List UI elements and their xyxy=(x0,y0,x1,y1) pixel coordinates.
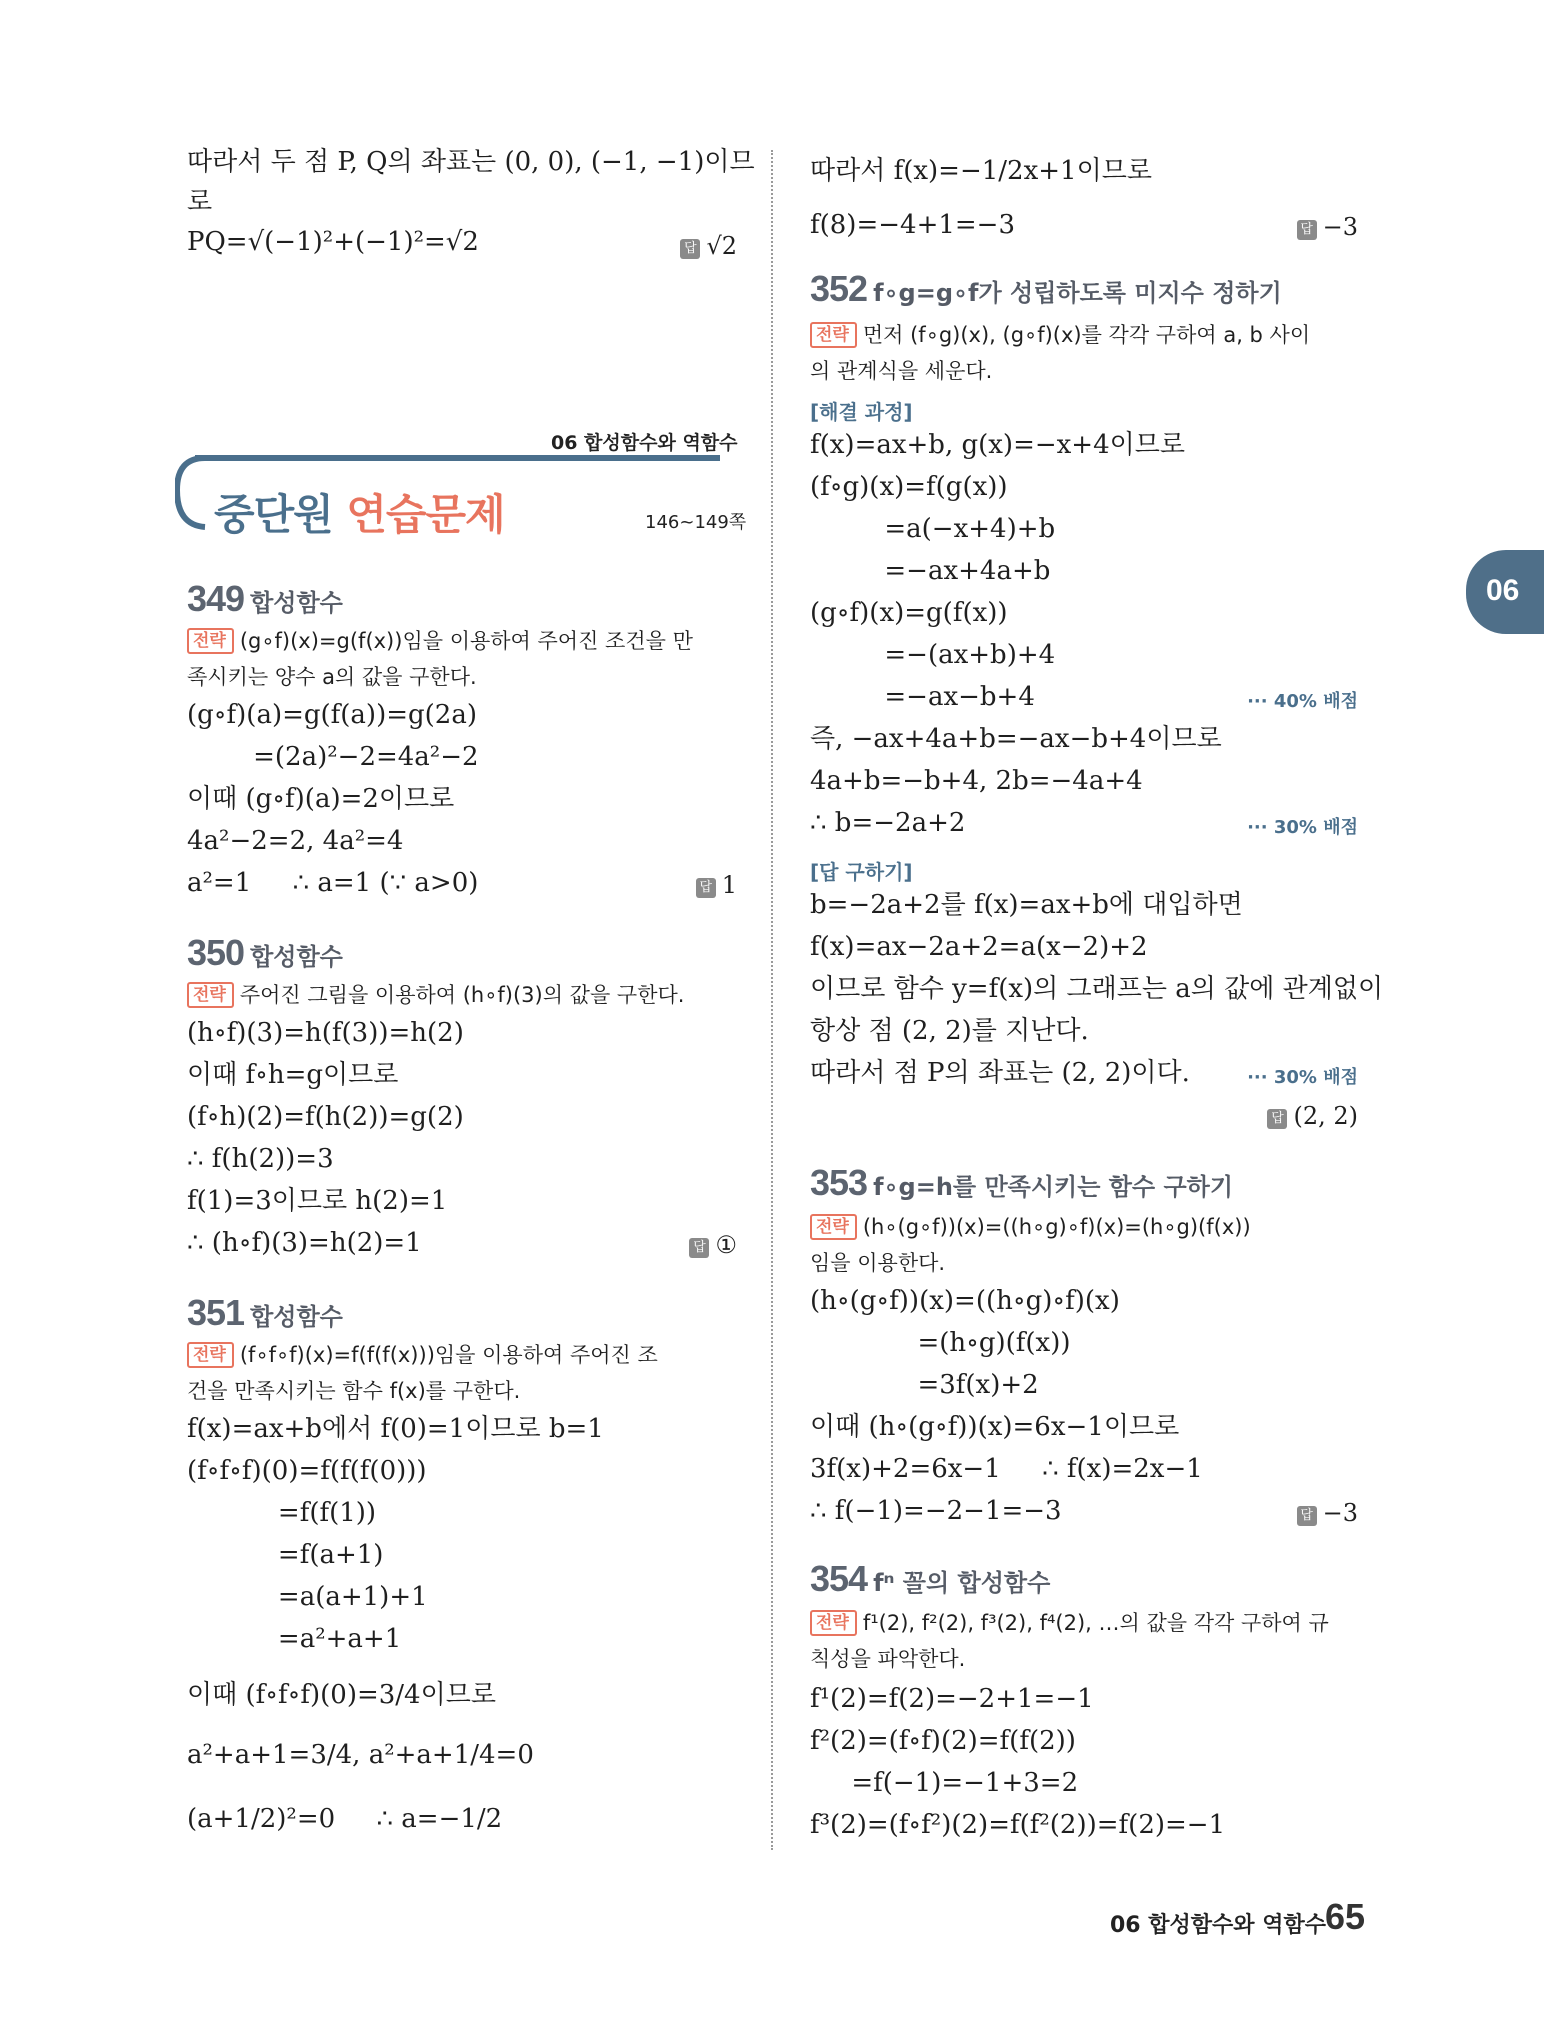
math-line: (f∘f∘f)(0)=f(f(f(0))) xyxy=(187,1456,427,1486)
chapter-title-accent: 연습문제 xyxy=(346,490,505,539)
problem-topic: 합성함수 xyxy=(250,943,343,971)
answer-mark xyxy=(680,232,737,260)
problem-number: 351 xyxy=(187,1292,245,1333)
strategy-label: 전략 xyxy=(810,322,857,348)
problem-header xyxy=(810,1162,1233,1204)
math-line: (g∘f)(x)=g(f(x)) xyxy=(810,598,1008,628)
strategy-line xyxy=(810,320,1310,350)
chapter-subtitle: 06 합성함수와 역함수 xyxy=(551,432,738,454)
math-line: (g∘f)(a)=g(f(a))=g(2a) xyxy=(187,700,477,730)
math-line: 이때 (h∘(g∘f))(x)=6x−1이므로 xyxy=(810,1412,1180,1442)
answer-icon: 답 xyxy=(1267,1109,1287,1129)
answer-value: −3 xyxy=(1322,1499,1358,1527)
math-line: 이므로 함수 y=f(x)의 그래프는 a의 값에 관계없이 xyxy=(810,974,1384,1004)
page-number: 65 xyxy=(1325,1896,1366,1937)
math-line: f¹(2)=f(2)=−2+1=−1 xyxy=(810,1684,1094,1714)
problem-number: 354 xyxy=(810,1558,868,1599)
math-line: =3f(x)+2 xyxy=(810,1370,1039,1400)
chapter-side-tab xyxy=(1466,550,1544,634)
strategy-line xyxy=(187,980,684,1010)
math-line: =−ax+4a+b xyxy=(810,556,1051,586)
problem-topic: f∘g=h를 만족시키는 함수 구하기 xyxy=(873,1173,1234,1201)
column-divider xyxy=(771,150,773,1850)
strategy-label: 전략 xyxy=(187,982,234,1008)
answer-mark xyxy=(689,1231,737,1259)
math-line: 이때 (f∘f∘f)(0)=3/4이므로 xyxy=(187,1680,496,1710)
answer-mark xyxy=(1297,1499,1358,1527)
math-line: f(x)=ax−2a+2=a(x−2)+2 xyxy=(810,932,1148,962)
strategy-line xyxy=(187,1340,658,1370)
problem-header xyxy=(810,1558,1050,1600)
math-line: =a(a+1)+1 xyxy=(187,1582,428,1612)
math-line: ∴ (h∘f)(3)=h(2)=1 xyxy=(187,1228,422,1258)
math-line: a²+a+1=3/4, a²+a+1/4=0 xyxy=(187,1740,534,1770)
math-line: 이때 (g∘f)(a)=2이므로 xyxy=(187,784,455,814)
problem-header xyxy=(810,268,1282,310)
strategy-line xyxy=(810,1212,1251,1242)
solve-process-label: [해결 과정] xyxy=(810,400,913,424)
answer-icon: 답 xyxy=(696,878,716,898)
problem-topic: f∘g=g∘f가 성립하도록 미지수 정하기 xyxy=(873,279,1282,307)
chapter-title xyxy=(214,482,505,542)
strategy-line xyxy=(187,626,693,656)
math-line: =−(ax+b)+4 xyxy=(810,640,1056,670)
math-line: =f(a+1) xyxy=(187,1540,384,1570)
answer-icon: 답 xyxy=(1297,220,1317,240)
text-line: 따라서 두 점 P, Q의 좌표는 (0, 0), (−1, −1)이므 xyxy=(187,147,755,177)
math-line: f(1)=3이므로 h(2)=1 xyxy=(187,1186,448,1216)
answer-value: −3 xyxy=(1322,213,1358,241)
math-line: =a²+a+1 xyxy=(187,1624,402,1654)
math-line: 즉, −ax+4a+b=−ax−b+4이므로 xyxy=(810,724,1222,754)
strategy-line: 족시키는 양수 a의 값을 구한다. xyxy=(187,665,477,689)
math-line: 3f(x)+2=6x−1 ∴ f(x)=2x−1 xyxy=(810,1454,1203,1484)
math-line: =f(−1)=−1+3=2 xyxy=(810,1768,1079,1798)
math-line: =f(f(1)) xyxy=(187,1498,377,1528)
distance-pq-line: PQ=√(−1)²+(−1)²=√2 xyxy=(187,227,479,257)
problem-number: 352 xyxy=(810,268,868,309)
problem-topic: fⁿ 꼴의 합성함수 xyxy=(873,1569,1051,1597)
math-line: 4a+b=−b+4, 2b=−4a+4 xyxy=(810,766,1143,796)
score-note: ··· 40% 배점 xyxy=(1247,691,1358,712)
side-tab-label: 06 xyxy=(1486,574,1520,607)
problem-number: 350 xyxy=(187,932,245,973)
math-line: a²=1 ∴ a=1 (∵ a>0) xyxy=(187,868,479,898)
answer-icon: 답 xyxy=(689,1238,709,1258)
problem-header xyxy=(187,1292,343,1334)
math-line: =a(−x+4)+b xyxy=(810,514,1056,544)
math-line: f(x)=ax+b에서 f(0)=1이므로 b=1 xyxy=(187,1414,604,1444)
answer-value: 1 xyxy=(721,871,737,899)
strategy-line: 건을 만족시키는 함수 f(x)를 구한다. xyxy=(187,1379,521,1403)
math-line: 4a²−2=2, 4a²=4 xyxy=(187,826,404,856)
math-line: (h∘f)(3)=h(f(3))=h(2) xyxy=(187,1018,464,1048)
strategy-text: (f∘f∘f)(x)=f(f(f(x)))임을 이용하여 주어진 조 xyxy=(239,1343,658,1367)
strategy-label: 전략 xyxy=(810,1610,857,1636)
math-line: (f∘h)(2)=f(h(2))=g(2) xyxy=(187,1102,464,1132)
answer-mark xyxy=(1297,213,1358,241)
strategy-text: 주어진 그림을 이용하여 (h∘f)(3)의 값을 구한다. xyxy=(239,983,685,1007)
math-line: =(2a)²−2=4a²−2 xyxy=(187,742,479,772)
math-line: b=−2a+2를 f(x)=ax+b에 대입하면 xyxy=(810,890,1243,920)
problem-number: 349 xyxy=(187,578,245,619)
math-line: 따라서 f(x)=−1/2x+1이므로 xyxy=(810,156,1152,186)
strategy-line: 임을 이용한다. xyxy=(810,1251,946,1275)
math-line: (a+1/2)²=0 ∴ a=−1/2 xyxy=(187,1804,503,1834)
math-line: f³(2)=(f∘f²)(2)=f(f²(2))=f(2)=−1 xyxy=(810,1810,1226,1840)
math-line: 이때 f∘h=g이므로 xyxy=(187,1060,399,1090)
answer-icon: 답 xyxy=(1297,1506,1317,1526)
strategy-line: 의 관계식을 세운다. xyxy=(810,359,993,383)
strategy-text: f¹(2), f²(2), f³(2), f⁴(2), …의 값을 각각 구하여 규 xyxy=(862,1611,1329,1635)
problem-topic: 합성함수 xyxy=(250,1303,343,1331)
footer-chapter-title: 06 합성함수와 역함수 xyxy=(1110,1913,1326,1938)
math-line: 따라서 점 P의 좌표는 (2, 2)이다. xyxy=(810,1058,1190,1088)
answer-value: ① xyxy=(715,1231,737,1259)
score-note: ··· 30% 배점 xyxy=(1247,817,1358,838)
problem-header xyxy=(187,932,343,974)
strategy-label: 전략 xyxy=(187,628,234,654)
strategy-line xyxy=(810,1608,1329,1638)
math-line: ∴ f(−1)=−2−1=−3 xyxy=(810,1496,1062,1526)
strategy-line: 칙성을 파악한다. xyxy=(810,1647,966,1671)
score-note: ··· 30% 배점 xyxy=(1247,1067,1358,1088)
math-line: =−ax−b+4 xyxy=(810,682,1035,712)
answer-value: √2 xyxy=(706,232,737,260)
strategy-text: (h∘(g∘f))(x)=((h∘g)∘f)(x)=(h∘g)(f(x)) xyxy=(862,1215,1251,1239)
math-line: ∴ b=−2a+2 xyxy=(810,808,966,838)
math-line: (h∘(g∘f))(x)=((h∘g)∘f)(x) xyxy=(810,1286,1120,1316)
answer-icon: 답 xyxy=(680,239,700,259)
strategy-label: 전략 xyxy=(187,1342,234,1368)
problem-topic: 합성함수 xyxy=(250,589,343,617)
math-line: 항상 점 (2, 2)를 지난다. xyxy=(810,1016,1089,1046)
strategy-text: 먼저 (f∘g)(x), (g∘f)(x)를 각각 구하여 a, b 사이 xyxy=(862,323,1311,347)
find-answer-label: [답 구하기] xyxy=(810,860,913,884)
answer-mark xyxy=(1267,1102,1358,1130)
math-line: ∴ f(h(2))=3 xyxy=(187,1144,334,1174)
answer-value: (2, 2) xyxy=(1293,1102,1358,1130)
math-line: =(h∘g)(f(x)) xyxy=(810,1328,1071,1358)
strategy-text: (g∘f)(x)=g(f(x))임을 이용하여 주어진 조건을 만 xyxy=(239,629,693,653)
chapter-title-main: 중단원 xyxy=(214,490,347,539)
problem-number: 353 xyxy=(810,1162,868,1203)
answer-mark xyxy=(696,871,737,899)
strategy-label: 전략 xyxy=(810,1214,857,1240)
text-line: 로 xyxy=(187,187,213,217)
math-line: f²(2)=(f∘f)(2)=f(f(2)) xyxy=(810,1726,1076,1756)
math-line: (f∘g)(x)=f(g(x)) xyxy=(810,472,1008,502)
problem-header xyxy=(187,578,343,620)
math-line: f(x)=ax+b, g(x)=−x+4이므로 xyxy=(810,430,1185,460)
math-line: f(8)=−4+1=−3 xyxy=(810,210,1016,240)
chapter-pages: 146~149쪽 xyxy=(645,512,747,533)
